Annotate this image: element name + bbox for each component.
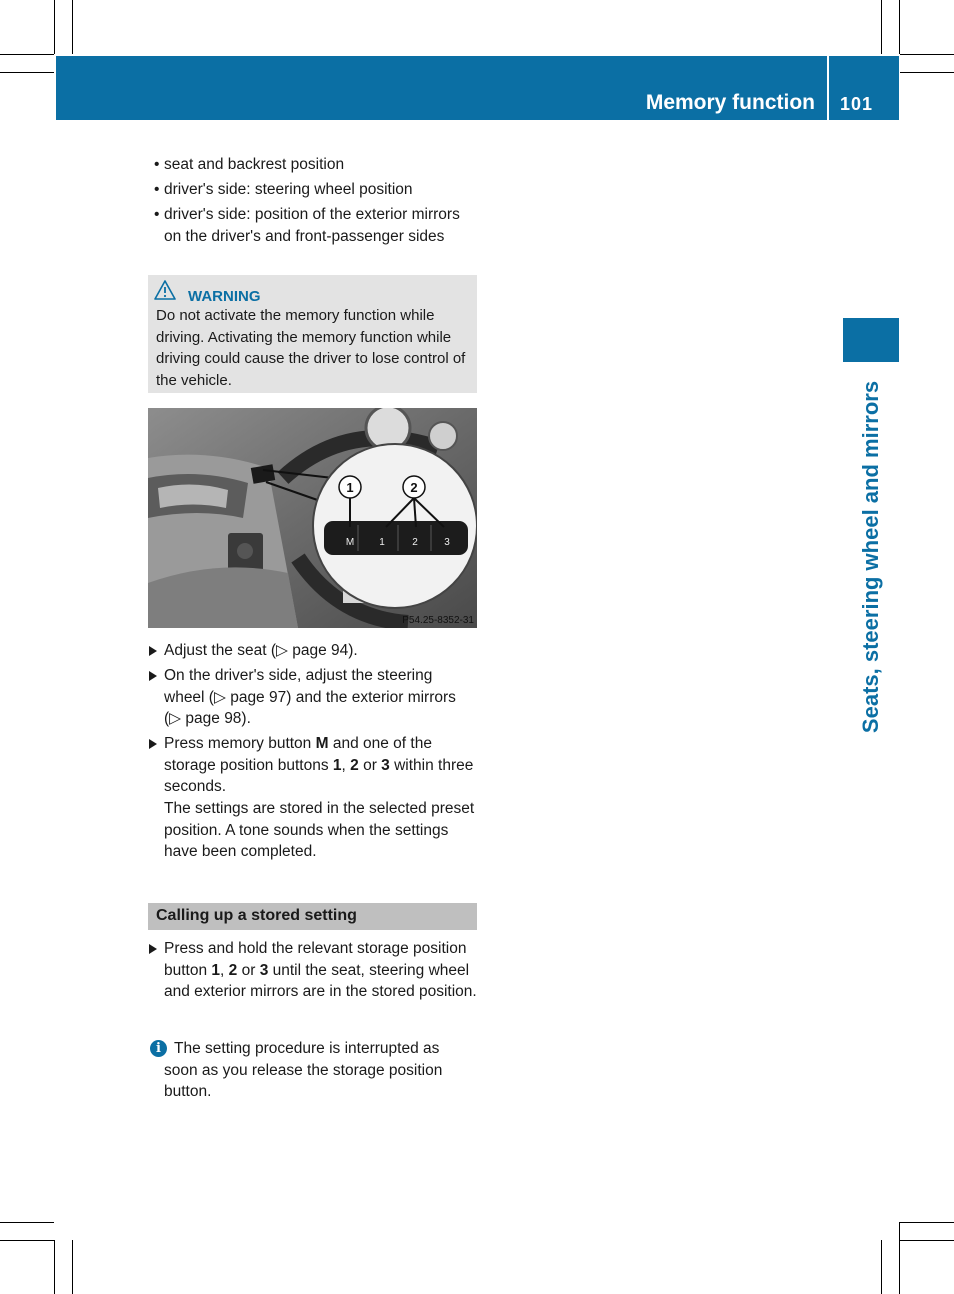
callout-1: 1 — [346, 480, 354, 495]
subheading: Calling up a stored setting — [156, 907, 357, 924]
crop-mark — [54, 0, 55, 54]
button-ref: 1 — [211, 961, 221, 979]
crop-mark — [900, 54, 954, 55]
list-item: • driver's side: position of the exterior mirrors on the driver's and front-passenger sides — [154, 205, 460, 245]
button-label-1: 1 — [379, 537, 385, 548]
page-ref-icon: ▷ — [169, 710, 182, 728]
subheading-bar — [148, 903, 477, 930]
step-text: Press memory button — [164, 735, 316, 753]
step-text: Adjust the seat ( — [164, 642, 277, 659]
door-panel-figure — [148, 408, 477, 628]
list-item-text: driver's side: steering wheel position — [164, 180, 413, 198]
info-text: The setting procedure is interrupted as soon as you release the storage position button. — [164, 1040, 443, 1101]
header-separator — [827, 56, 829, 120]
crop-mark — [72, 0, 73, 54]
page-number: 101 — [840, 94, 874, 114]
button-ref: 2 — [350, 756, 359, 774]
crop-mark — [881, 1240, 882, 1294]
step-arrow-icon — [149, 646, 157, 656]
info-item — [148, 1038, 477, 1103]
step-arrow-icon — [149, 671, 157, 681]
warning-label: WARNING — [188, 288, 261, 305]
info-note — [148, 1038, 477, 1103]
list-item-text: seat and backrest position — [164, 156, 345, 173]
crop-mark — [0, 54, 54, 55]
step-arrow-icon — [149, 739, 157, 749]
step-text: , — [220, 961, 229, 979]
recall-steps — [148, 938, 477, 1003]
step-text: or — [237, 961, 260, 979]
crop-mark — [899, 0, 900, 54]
list-item-text: driver's side: position of the exterior mirrors on the driver's and front-passenger sides — [164, 205, 460, 245]
step-text: page 97) and the exterior mirrors ( — [164, 688, 456, 728]
list-item: • driver's side: steering wheel position — [154, 180, 413, 198]
crop-mark — [900, 72, 954, 73]
crop-mark — [899, 1222, 900, 1294]
button-ref: 1 — [332, 756, 342, 774]
warning-box — [148, 275, 477, 393]
page-ref-icon: ▷ — [213, 688, 226, 706]
button-label-m: M — [345, 537, 355, 548]
crop-mark — [54, 1240, 55, 1294]
crop-mark — [72, 1240, 73, 1294]
crop-mark — [900, 1222, 954, 1223]
button-ref: 3 — [381, 756, 390, 774]
crop-mark — [0, 1222, 54, 1223]
page-ref-icon: ▷ — [276, 642, 288, 659]
callout-2: 2 — [410, 480, 418, 495]
page-header — [56, 56, 899, 120]
crop-mark — [881, 0, 882, 54]
step-item — [148, 640, 477, 662]
warning-text: Do not activate the memory function while driving. Activating the memory function while driving could cause the driver to lose control of the vehicle. — [156, 307, 466, 389]
store-steps — [148, 640, 477, 863]
figure-code: P54.25-8352-31 — [402, 615, 474, 626]
step-text: page 98). — [181, 710, 251, 728]
warning-triangle-icon — [154, 280, 176, 300]
step-text: , — [341, 756, 351, 774]
chapter-title: Seats, steering wheel and mirrors — [858, 380, 883, 734]
step-text: or — [358, 756, 382, 774]
step-item — [148, 665, 477, 730]
button-ref: 2 — [228, 961, 238, 979]
step-text: until the seat, steering wheel and exterior mirrors are in the stored position. — [164, 961, 477, 1001]
button-ref: M — [315, 735, 329, 753]
crop-mark — [0, 72, 54, 73]
step-item — [148, 938, 477, 1003]
button-label-3: 3 — [444, 537, 450, 548]
list-item: • seat and backrest position — [154, 156, 345, 173]
step-result: The settings are stored in the selected preset position. A tone sounds when the settings have been completed. — [164, 799, 475, 861]
step-text: page 94). — [287, 642, 358, 659]
step-text: On the driver's side, adjust the steering wheel ( — [164, 666, 433, 706]
button-label-2: 2 — [412, 537, 418, 548]
step-text: Press and hold the relevant storage position button — [164, 940, 467, 979]
chapter-tab — [843, 318, 899, 362]
step-text: and one of the storage position buttons — [164, 735, 432, 774]
step-arrow-icon — [149, 944, 157, 954]
step-text: within three seconds. — [164, 756, 474, 796]
crop-mark — [900, 1240, 954, 1241]
step-item — [148, 733, 477, 863]
info-icon: i — [150, 1040, 167, 1057]
bullet-list — [148, 154, 477, 247]
memory-buttons-illustration — [148, 408, 477, 628]
button-ref: 3 — [259, 961, 269, 979]
section-title: Memory function — [645, 91, 815, 114]
crop-mark — [0, 1240, 54, 1241]
